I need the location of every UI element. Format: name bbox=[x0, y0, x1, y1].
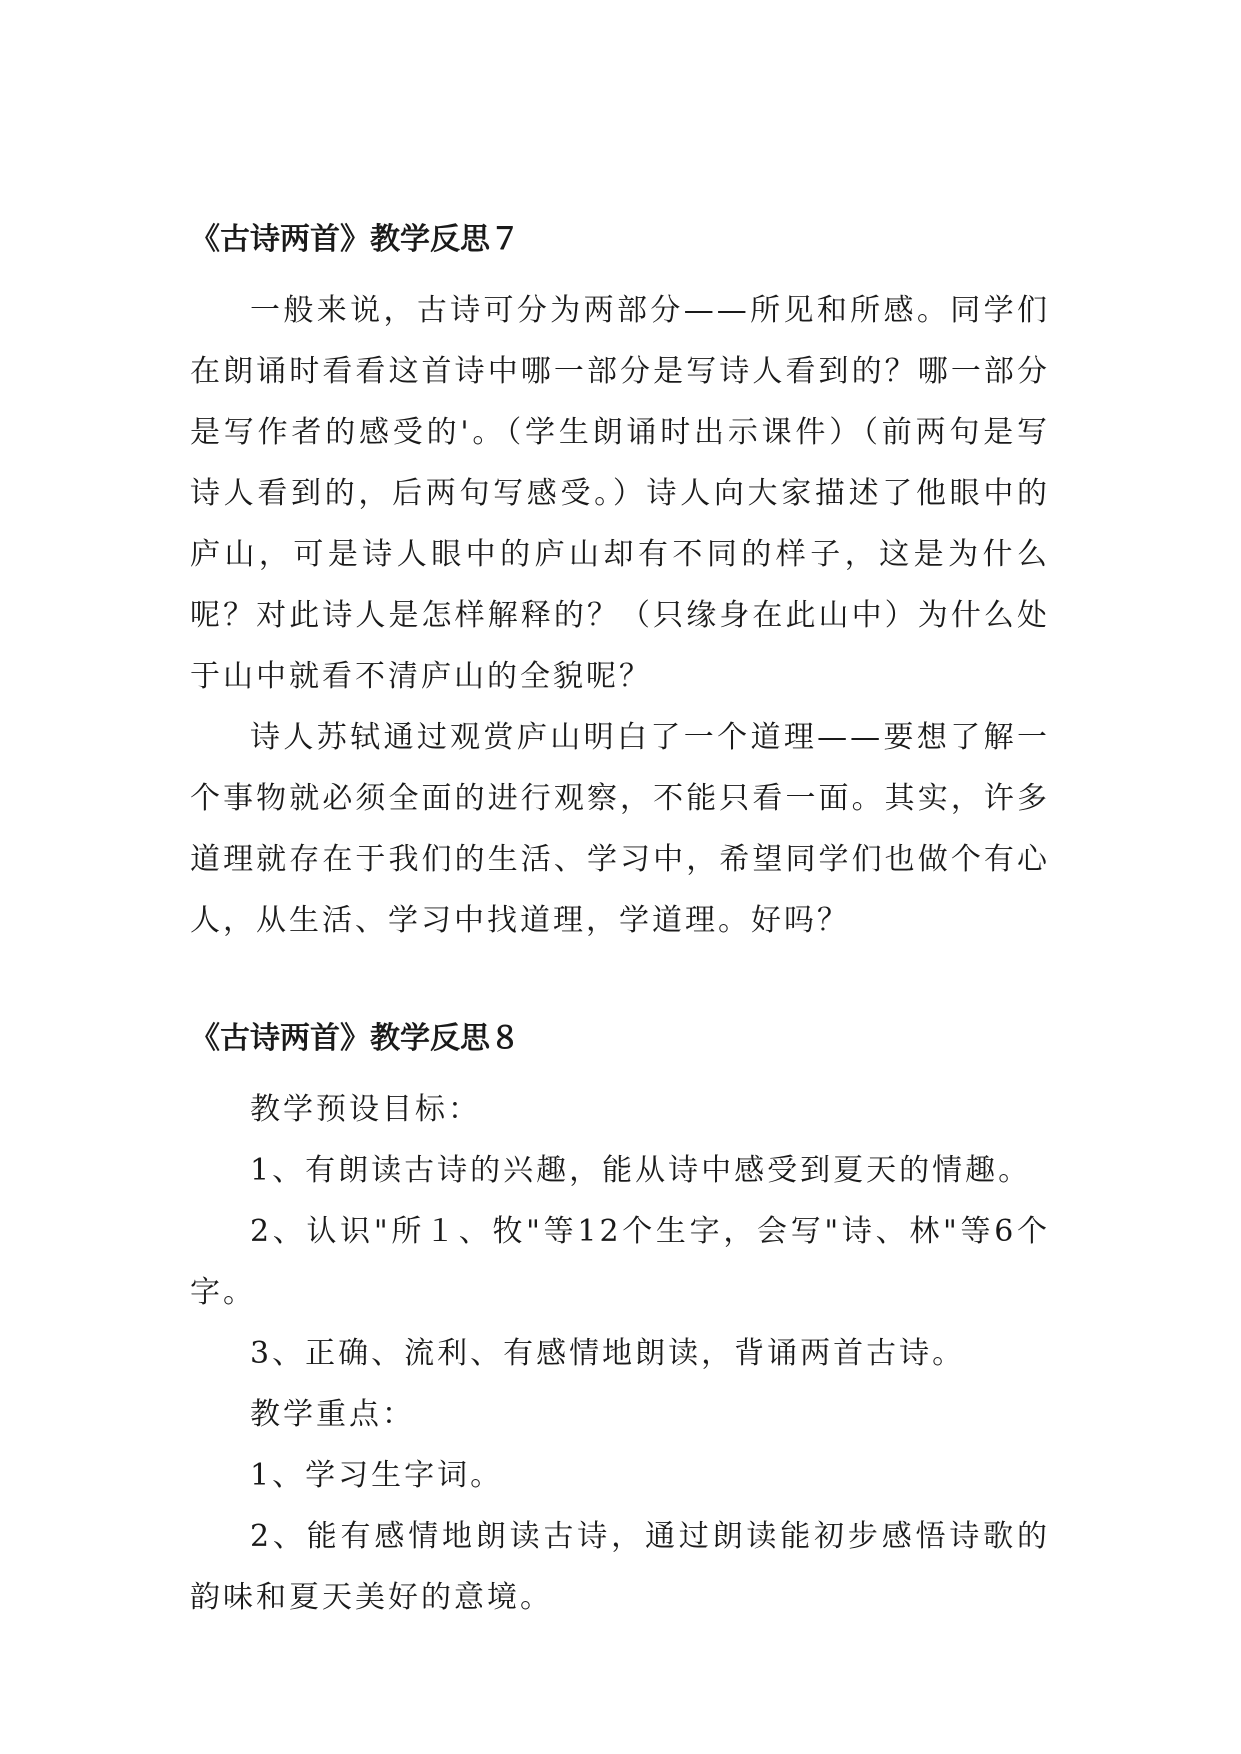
section-8-title: 《古诗两首》教学反思８ bbox=[190, 1021, 520, 1056]
section-8-paragraph-4: 3、正确、流利、有感情地朗读，背诵两首古诗。 bbox=[250, 1336, 966, 1371]
document-page bbox=[190, 220, 1050, 1628]
spacer bbox=[190, 1059, 1050, 1079]
section-7-title: 《古诗两首》教学反思７ bbox=[190, 222, 520, 257]
section-8-paragraph-6: 1、学习生字词。 bbox=[250, 1458, 504, 1493]
section-8-paragraph-5: 教学重点： bbox=[250, 1397, 415, 1432]
section-8-paragraph-3: 2、认识"所１、牧"等12个生字，会写"诗、林"等6个字。 bbox=[190, 1214, 1050, 1310]
section-divider-space bbox=[190, 951, 1050, 1019]
section-8-paragraph-7: 2、能有感情地朗读古诗，通过朗读能初步感悟诗歌的韵味和夏天美好的意境。 bbox=[190, 1519, 1050, 1615]
section-7-paragraph-1: 一般来说，古诗可分为两部分——所见和所感。同学们在朗诵时看看这首诗中哪一部分是写诗人看到的？哪一部分是写作者的感受的'。（学生朗诵时出示课件）（前两句是写诗人看到的，后两句写感受。）诗人向大家描述了他眼中的庐山，可是诗人眼中的庐山却有不同的样子，这是为什么呢？对此诗人是怎样解释的？（只缘身在此山中）为什么处于山中就看不清庐山的全貌呢？ bbox=[190, 293, 1050, 694]
section-8-paragraph-2: 1、有朗读古诗的兴趣，能从诗中感受到夏天的情趣。 bbox=[250, 1153, 1032, 1188]
section-7-paragraph-2: 诗人苏轼通过观赏庐山明白了一个道理——要想了解一个事物就必须全面的进行观察，不能只看一面。其实，许多道理就存在于我们的生活、学习中，希望同学们也做个有心人，从生活、学习中找道理，学道理。好吗？ bbox=[190, 720, 1050, 938]
section-8-paragraph-1: 教学预设目标： bbox=[250, 1092, 481, 1127]
spacer bbox=[190, 260, 1050, 280]
